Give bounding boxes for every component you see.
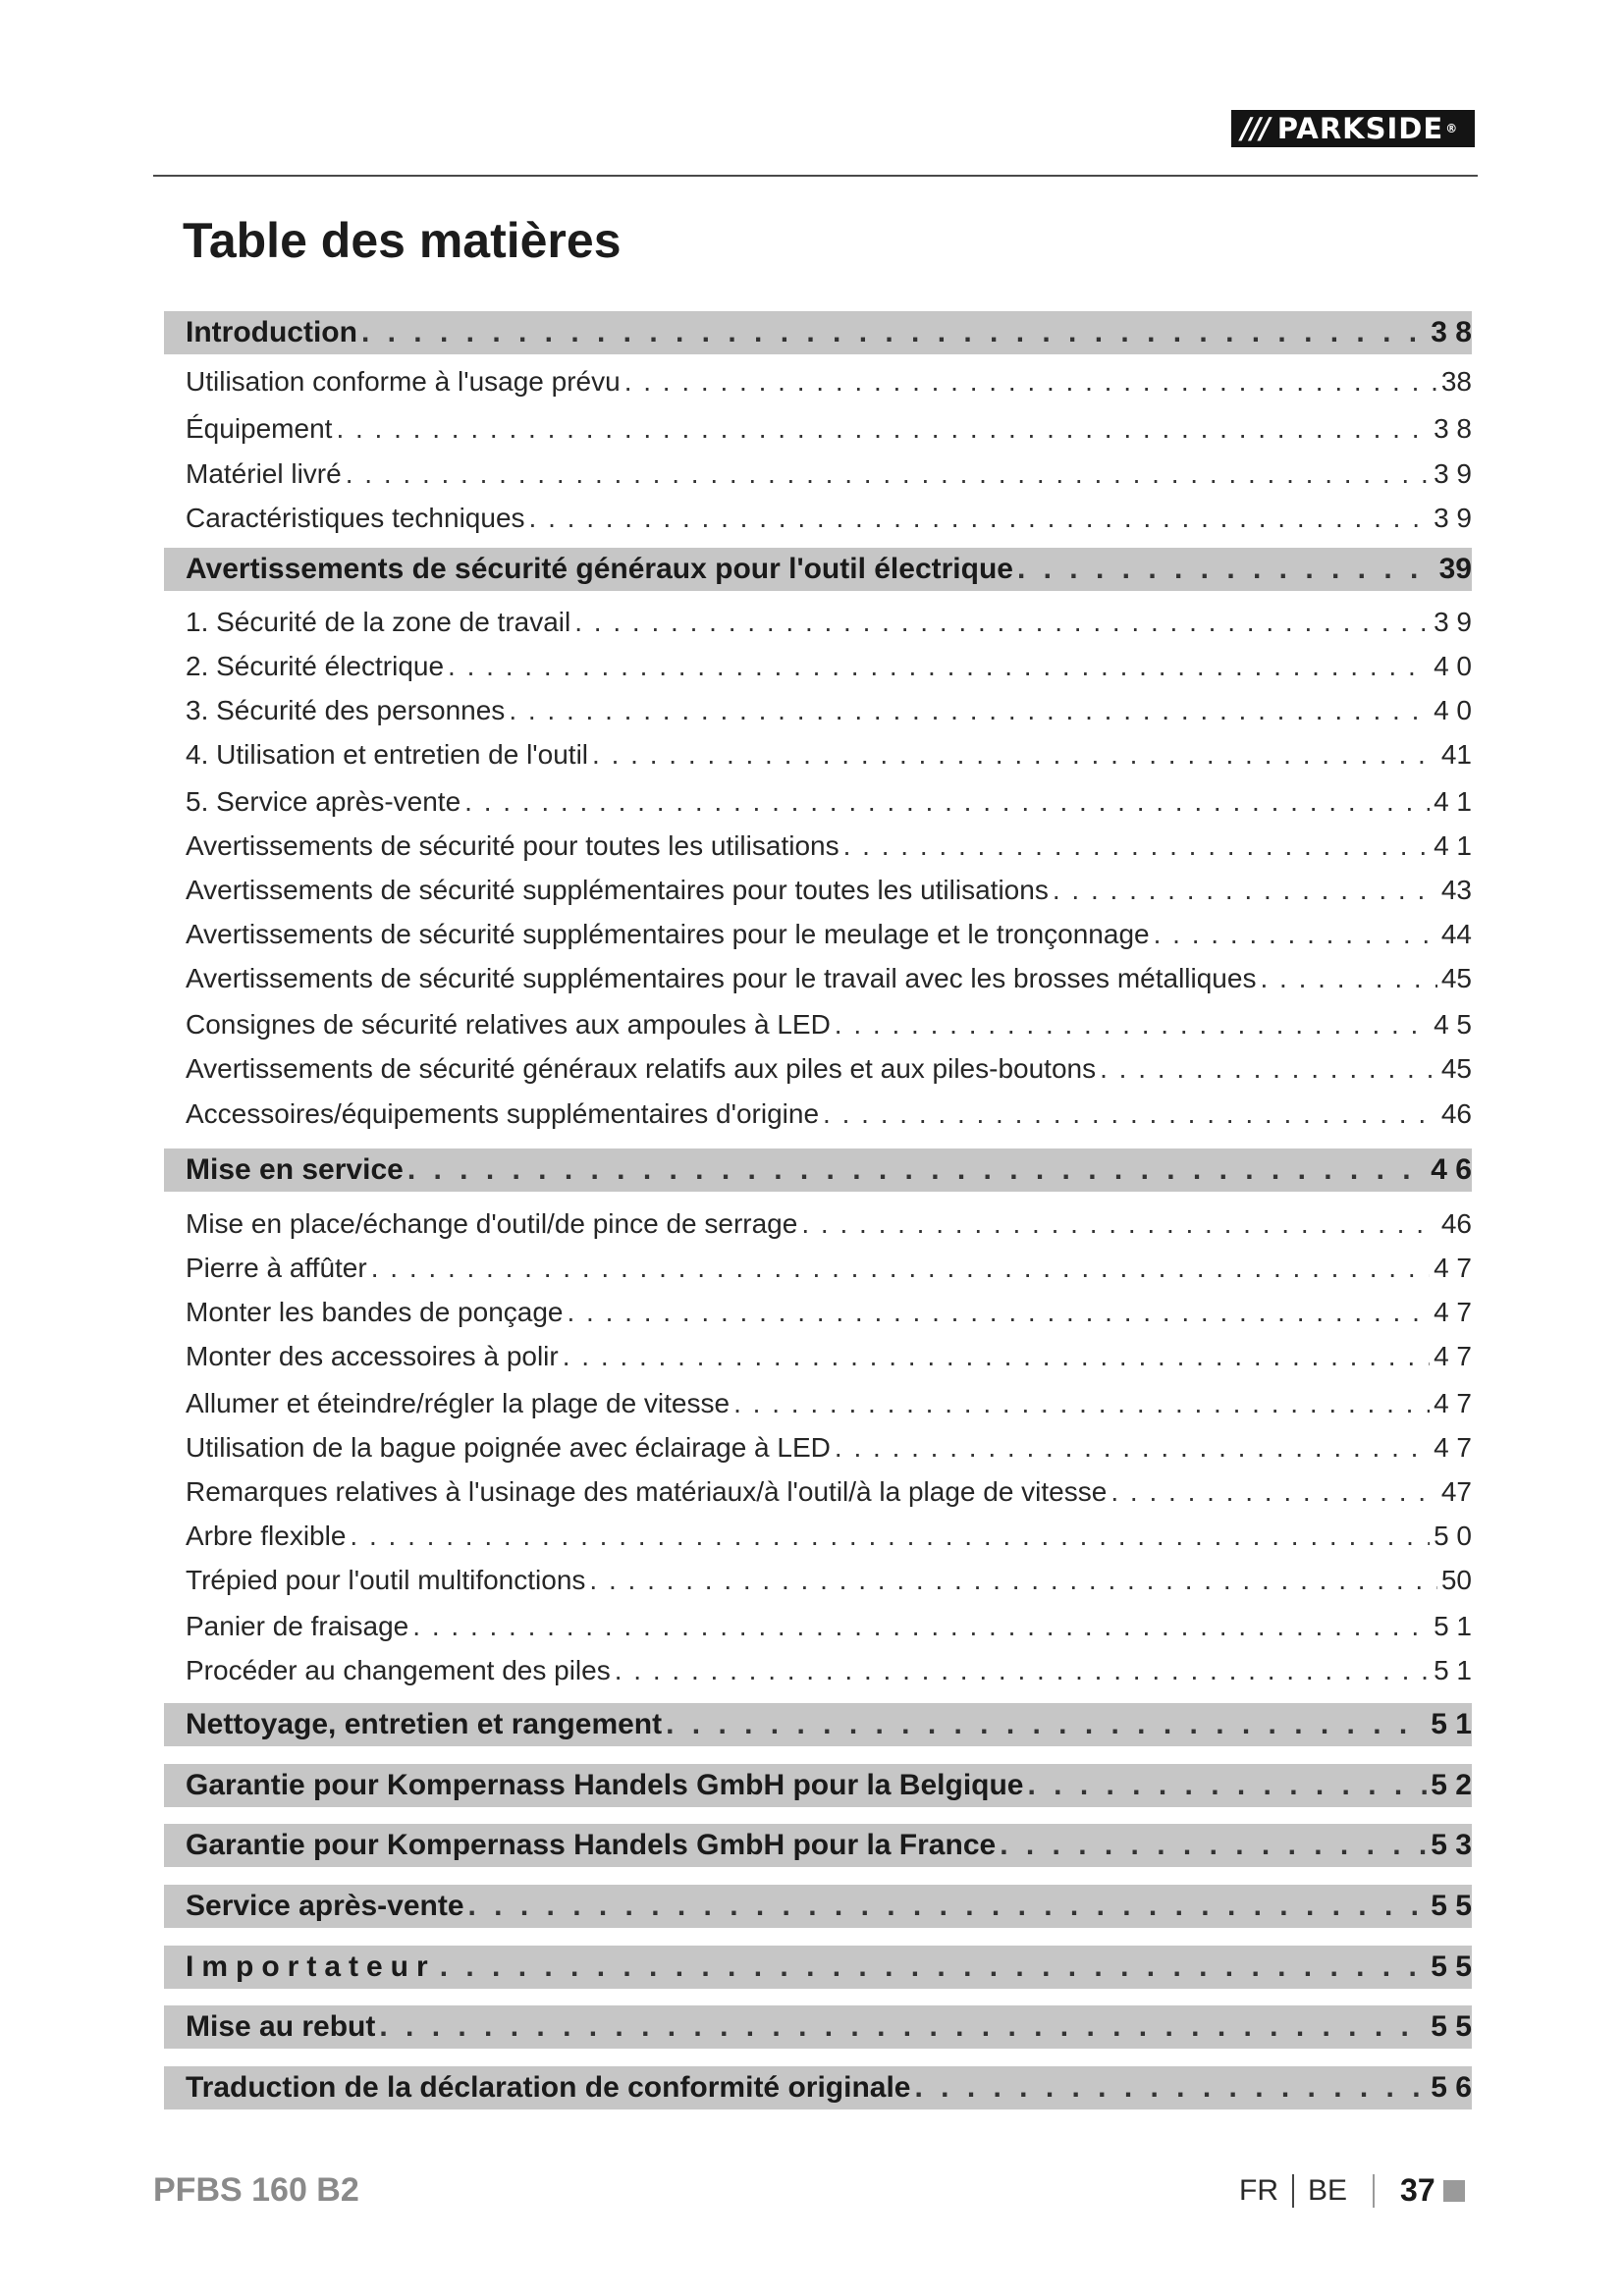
toc-label: Introduction xyxy=(186,316,357,348)
logo-text: PARKSIDE xyxy=(1276,112,1444,145)
toc-label: Procéder au changement des piles xyxy=(186,1655,611,1685)
toc-entry xyxy=(186,650,1472,683)
logo-registered-mark: ® xyxy=(1445,122,1459,135)
toc-leader xyxy=(440,1950,1428,1984)
toc-section xyxy=(186,1153,1472,1187)
toc-page: 5 5 xyxy=(1431,2010,1472,2043)
toc-label: Garantie pour Kompernass Handels GmbH pour la France xyxy=(186,1829,997,1861)
toc-label: 2. Sécurité électrique xyxy=(186,651,445,681)
toc-section xyxy=(186,1829,1472,1862)
toc-label: Avertissements de sécurité pour toutes les utilisations xyxy=(186,830,839,861)
toc-page: 4 5 xyxy=(1434,1009,1472,1040)
toc-label: Trépied pour l'outil multifonctions xyxy=(186,1565,586,1595)
toc-label: Nettoyage, entretien et rangement xyxy=(186,1708,663,1740)
toc-leader xyxy=(615,1654,1430,1687)
toc-entry xyxy=(186,1252,1472,1285)
toc-leader xyxy=(350,1520,1430,1553)
toc-page: 4 7 xyxy=(1434,1253,1472,1283)
toc-label: Équipement xyxy=(186,413,333,444)
toc-leader xyxy=(464,785,1430,819)
toc-label: Traduction de la déclaration de conformité originale xyxy=(186,2071,911,2104)
toc-label: Pierre à affûter xyxy=(186,1253,367,1283)
toc-leader xyxy=(801,1207,1437,1241)
toc-label: Importateur xyxy=(186,1950,436,1983)
toc-page: 4 7 xyxy=(1434,1388,1472,1418)
toc-leader xyxy=(412,1610,1430,1643)
toc-section xyxy=(186,2071,1472,2105)
toc-page: 5 3 xyxy=(1431,1829,1472,1861)
toc-page: 4 0 xyxy=(1434,695,1472,725)
toc-leader xyxy=(589,1564,1436,1597)
toc-entry xyxy=(186,1564,1472,1597)
toc-entry xyxy=(186,694,1472,727)
toc-label: Accessoires/équipements supplémentaires d'origine xyxy=(186,1098,820,1129)
toc-section xyxy=(186,316,1472,349)
toc-page: 5 6 xyxy=(1431,2071,1472,2104)
toc-label: Matériel livré xyxy=(186,458,342,489)
toc-page: 41 xyxy=(1440,739,1472,770)
footer-separator xyxy=(1292,2174,1294,2208)
toc-label: Garantie pour Kompernass Handels GmbH pour la Belgique xyxy=(186,1769,1024,1801)
toc-label: 1. Sécurité de la zone de travail xyxy=(186,607,571,637)
toc-leader xyxy=(336,412,1430,446)
toc-leader xyxy=(823,1097,1437,1131)
toc-label: Consignes de sécurité relatives aux ampoules à LED xyxy=(186,1009,831,1040)
toc-entry xyxy=(186,1654,1472,1687)
toc-page: 4 6 xyxy=(1431,1153,1472,1186)
toc-leader xyxy=(1110,1475,1437,1509)
toc-page: 5 1 xyxy=(1431,1708,1472,1740)
toc-label: Avertissements de sécurité supplémentaires pour le travail avec les brosses métalliques xyxy=(186,963,1257,993)
toc-page: 44 xyxy=(1440,919,1472,949)
toc-page: 39 xyxy=(1438,553,1472,585)
toc-section xyxy=(186,1890,1472,1923)
toc-leader xyxy=(666,1708,1427,1741)
toc-label: Mise en service xyxy=(186,1153,404,1186)
toc-entry xyxy=(186,1097,1472,1131)
toc-label: 5. Service après-vente xyxy=(186,786,461,817)
toc-page: 5 1 xyxy=(1434,1611,1472,1641)
toc-leader xyxy=(624,365,1437,399)
toc-page: 45 xyxy=(1440,1053,1472,1084)
toc-leader xyxy=(371,1252,1430,1285)
toc-label: Monter des accessoires à polir xyxy=(186,1341,559,1371)
toc-label: Mise au rebut xyxy=(186,2010,376,2043)
toc-label: Remarques relatives à l'usinage des matériaux/à l'outil/à la plage de vitesse xyxy=(186,1476,1108,1507)
toc-entry xyxy=(186,962,1472,995)
toc-label: Utilisation de la bague poignée avec éclairage à LED xyxy=(186,1432,831,1463)
toc-entry xyxy=(186,1340,1472,1373)
toc-page: 4 7 xyxy=(1434,1297,1472,1327)
toc-leader xyxy=(563,1340,1430,1373)
footer-model-number: PFBS 160 B2 xyxy=(153,2171,359,2209)
toc-leader xyxy=(468,1890,1428,1923)
toc-page: 46 xyxy=(1440,1098,1472,1129)
toc-entry xyxy=(186,1475,1472,1509)
toc-page: 50 xyxy=(1440,1565,1472,1595)
toc-page: 4 7 xyxy=(1434,1341,1472,1371)
toc-entry xyxy=(186,1520,1472,1553)
toc-leader xyxy=(529,502,1431,535)
toc-page: 4 7 xyxy=(1434,1432,1472,1463)
toc-leader xyxy=(346,457,1430,491)
toc-leader xyxy=(835,1431,1430,1465)
toc-entry xyxy=(186,1207,1472,1241)
toc-leader xyxy=(1017,553,1435,586)
toc-label: Panier de fraisage xyxy=(186,1611,409,1641)
toc-leader xyxy=(914,2071,1427,2105)
toc-leader xyxy=(1260,962,1436,995)
footer-lang-fr: FR xyxy=(1239,2173,1278,2207)
toc-label: Utilisation conforme à l'usage prévu xyxy=(186,366,621,397)
toc-page: 45 xyxy=(1440,963,1472,993)
toc-page: 38 xyxy=(1440,366,1472,397)
toc-page: 5 5 xyxy=(1431,1890,1472,1922)
toc-label: Mise en place/échange d'outil/de pince de serrage xyxy=(186,1208,798,1239)
footer-square-icon xyxy=(1443,2180,1465,2202)
toc-page: 4 0 xyxy=(1434,651,1472,681)
footer-separator xyxy=(1373,2174,1375,2208)
toc-entry xyxy=(186,785,1472,819)
toc-page: 5 2 xyxy=(1431,1769,1472,1801)
toc-leader xyxy=(574,606,1430,639)
toc-entry xyxy=(186,412,1472,446)
footer-lang-be: BE xyxy=(1308,2173,1348,2207)
toc-leader xyxy=(835,1008,1430,1041)
toc-label: 4. Utilisation et entretien de l'outil xyxy=(186,739,589,770)
toc-entry xyxy=(186,365,1472,399)
toc-page: 4 1 xyxy=(1434,786,1472,817)
toc-section xyxy=(186,1950,1472,1984)
toc-page: 3 8 xyxy=(1434,413,1472,444)
toc-entry xyxy=(186,738,1472,772)
toc-entry xyxy=(186,1431,1472,1465)
toc-entry xyxy=(186,1052,1472,1086)
toc-page: 3 9 xyxy=(1434,503,1472,533)
toc-leader xyxy=(361,316,1427,349)
toc-label: Avertissements de sécurité supplémentaires pour le meulage et le tronçonnage xyxy=(186,919,1150,949)
toc-leader xyxy=(509,694,1430,727)
toc-label: Avertissements de sécurité supplémentaires pour toutes les utilisations xyxy=(186,875,1049,905)
toc-entry xyxy=(186,1296,1472,1329)
toc-section xyxy=(186,1769,1472,1802)
toc-leader xyxy=(1053,874,1437,907)
toc-label: Service après-vente xyxy=(186,1890,464,1922)
toc-label: Arbre flexible xyxy=(186,1521,347,1551)
toc-section xyxy=(186,553,1472,586)
toc-label: Caractéristiques techniques xyxy=(186,503,525,533)
toc-page: 5 0 xyxy=(1434,1521,1472,1551)
toc-leader xyxy=(407,1153,1427,1187)
toc-page: 3 9 xyxy=(1434,458,1472,489)
toc-label: Avertissements de sécurité généraux pour l'outil électrique xyxy=(186,553,1013,585)
toc-leader xyxy=(1154,918,1437,951)
toc-entry xyxy=(186,1008,1472,1041)
toc-page: 46 xyxy=(1440,1208,1472,1239)
toc-label: 3. Sécurité des personnes xyxy=(186,695,506,725)
footer-page-number: 37 xyxy=(1400,2172,1435,2208)
toc-leader xyxy=(568,1296,1431,1329)
toc-page: 4 1 xyxy=(1434,830,1472,861)
toc-label: Monter les bandes de ponçage xyxy=(186,1297,564,1327)
toc-entry xyxy=(186,606,1472,639)
toc-leader xyxy=(448,650,1430,683)
toc-section xyxy=(186,1708,1472,1741)
toc-page: 5 1 xyxy=(1434,1655,1472,1685)
toc-leader xyxy=(843,829,1430,863)
toc-entry xyxy=(186,918,1472,951)
toc-page: 3 9 xyxy=(1434,607,1472,637)
logo-slashes: /// xyxy=(1241,112,1270,145)
toc-label: Avertissements de sécurité généraux relatifs aux piles et aux piles-boutons xyxy=(186,1053,1097,1084)
toc-label: Allumer et éteindre/régler la plage de vitesse xyxy=(186,1388,731,1418)
toc-entry xyxy=(186,829,1472,863)
toc-page: 43 xyxy=(1440,875,1472,905)
footer-page-info xyxy=(1239,2172,1465,2209)
toc-leader xyxy=(733,1387,1430,1420)
toc-section xyxy=(186,2010,1472,2044)
toc-leader xyxy=(379,2010,1427,2044)
toc-entry xyxy=(186,502,1472,535)
toc-entry xyxy=(186,1387,1472,1420)
toc-entry xyxy=(186,1610,1472,1643)
toc-leader xyxy=(1028,1769,1428,1802)
toc-entry xyxy=(186,874,1472,907)
toc-leader xyxy=(1100,1052,1437,1086)
toc-leader xyxy=(1000,1829,1427,1862)
toc-entry xyxy=(186,457,1472,491)
toc-page: 3 8 xyxy=(1431,316,1472,348)
toc-leader xyxy=(592,738,1437,772)
page-title: Table des matières xyxy=(183,213,622,268)
toc-page: 5 5 xyxy=(1431,1950,1472,1983)
toc-page: 47 xyxy=(1440,1476,1472,1507)
